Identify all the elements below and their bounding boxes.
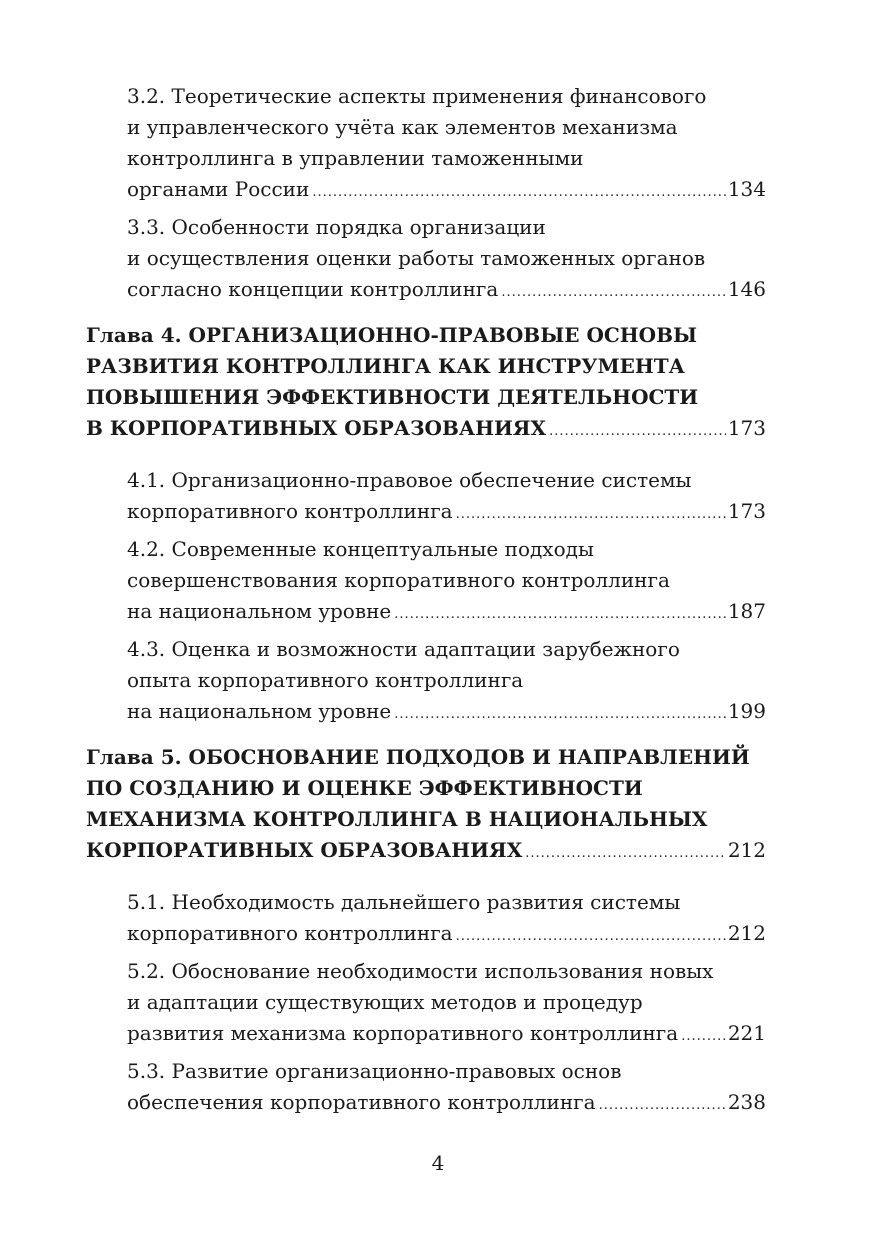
- toc-entry-title-line: 5.2. Обоснование необходимости использования новых: [127, 959, 714, 983]
- toc-chapter-entry: [86, 742, 766, 869]
- toc-entry-title-line: на национальном уровне: [127, 699, 392, 723]
- toc-entry-title-line: корпоративного контроллинга: [127, 499, 453, 523]
- toc-entry-last-line: [127, 918, 766, 952]
- toc-entry-title-line: Глава 5. ОБОСНОВАНИЕ ПОДХОДОВ И НАПРАВЛЕНИЙ: [86, 745, 750, 769]
- toc-entry-last-line: [127, 1087, 766, 1121]
- dot-leader: [525, 838, 726, 869]
- toc-entry-title-line: ПО СОЗДАНИЮ И ОЦЕНКЕ ЭФФЕКТИВНОСТИ: [86, 776, 643, 800]
- toc-entry-title-line: В КОРПОРАТИВНЫХ ОБРАЗОВАНИЯХ: [86, 416, 547, 440]
- toc-entry-title-line: 3.2. Теоретические аспекты применения финансового: [127, 84, 707, 108]
- toc-page-number: 134: [727, 177, 766, 201]
- toc-entry-title-line: КОРПОРАТИВНЫХ ОБРАЗОВАНИЯХ: [86, 838, 523, 862]
- toc-chapter-entry: [86, 320, 766, 447]
- dot-leader: [456, 499, 726, 530]
- toc-entry-title-line: и осуществления оценки работы таможенных органов: [127, 246, 706, 270]
- toc-entry-title-line: 4.3. Оценка и возможности адаптации зарубежного: [127, 637, 680, 661]
- toc-entry-title-line: совершенствования корпоративного контроллинга: [127, 568, 670, 592]
- toc-entry-title-line: 4.1. Организационно-правовое обеспечение системы: [127, 468, 692, 492]
- dot-leader: [394, 599, 726, 630]
- dot-leader: [501, 277, 726, 308]
- toc-entry-last-line: [127, 696, 766, 730]
- toc-entry-title-line: корпоративного контроллинга: [127, 921, 453, 945]
- dot-leader: [312, 177, 726, 208]
- toc-page-number: 187: [727, 599, 766, 623]
- toc-page-number: 212: [727, 921, 766, 945]
- toc-entry-title-line: 5.1. Необходимость дальнейшего развития системы: [127, 890, 681, 914]
- toc-entry-title-line: ПОВЫШЕНИЯ ЭФФЕКТИВНОСТИ ДЕЯТЕЛЬНОСТИ: [86, 385, 699, 409]
- dot-leader: [599, 1090, 726, 1121]
- toc-entry-title-line: согласно концепции контроллинга: [127, 277, 499, 301]
- toc-page-number: 173: [727, 416, 766, 440]
- dot-leader: [549, 416, 726, 447]
- toc-entry-title-line: МЕХАНИЗМА КОНТРОЛЛИНГА В НАЦИОНАЛЬНЫХ: [86, 807, 708, 831]
- toc-entry-title-line: РАЗВИТИЯ КОНТРОЛЛИНГА КАК ИНСТРУМЕНТА: [86, 354, 685, 378]
- toc-entry-last-line: [127, 596, 766, 630]
- toc-entry-last-line: [127, 496, 766, 530]
- toc-entry-title-line: 5.3. Развитие организационно-правовых основ: [127, 1059, 622, 1083]
- toc-entry-title-line: контроллинга в управлении таможенными: [127, 146, 584, 170]
- toc-section-entry: [86, 887, 766, 952]
- toc-page-number: 199: [727, 699, 766, 723]
- toc-page-number: 212: [727, 838, 766, 862]
- page-number: 4: [431, 1151, 445, 1175]
- toc-section-entry: [86, 956, 766, 1052]
- toc-section-entry: [86, 81, 766, 208]
- toc-section-entry: [86, 534, 766, 630]
- toc-entry-title-line: 4.2. Современные концептуальные подходы: [127, 537, 594, 561]
- toc-section-entry: [86, 212, 766, 308]
- toc-entry-last-line: [86, 835, 766, 869]
- toc-entry-title-line: на национальном уровне: [127, 599, 392, 623]
- toc-entry-title-line: обеспечения корпоративного контроллинга: [127, 1090, 596, 1114]
- toc-entry-title-line: Глава 4. ОРГАНИЗАЦИОННО-ПРАВОВЫЕ ОСНОВЫ: [86, 323, 698, 347]
- toc-entry-title-line: и управленческого учёта как элементов механизма: [127, 115, 678, 139]
- dot-leader: [456, 921, 726, 952]
- toc-section-entry: [86, 634, 766, 730]
- toc-section-entry: [86, 465, 766, 530]
- toc-page-number: 221: [727, 1021, 766, 1045]
- toc-entry-last-line: [127, 274, 766, 308]
- toc-entry-title-line: развития механизма корпоративного контроллинга: [127, 1021, 679, 1045]
- toc-entry-last-line: [86, 413, 766, 447]
- toc-page-number: 238: [727, 1090, 766, 1114]
- dot-leader: [681, 1021, 726, 1052]
- table-of-contents: [86, 81, 766, 1125]
- toc-entry-title-line: опыта корпоративного контроллинга: [127, 668, 524, 692]
- toc-page-number: 173: [727, 499, 766, 523]
- toc-entry-last-line: [127, 174, 766, 208]
- toc-page-number: 146: [727, 277, 766, 301]
- toc-section-entry: [86, 1056, 766, 1121]
- toc-entry-last-line: [127, 1018, 766, 1052]
- toc-entry-title-line: 3.3. Особенности порядка организации: [127, 215, 546, 239]
- toc-entry-title-line: и адаптации существующих методов и процедур: [127, 990, 643, 1014]
- dot-leader: [394, 699, 726, 730]
- toc-entry-title-line: органами России: [127, 177, 310, 201]
